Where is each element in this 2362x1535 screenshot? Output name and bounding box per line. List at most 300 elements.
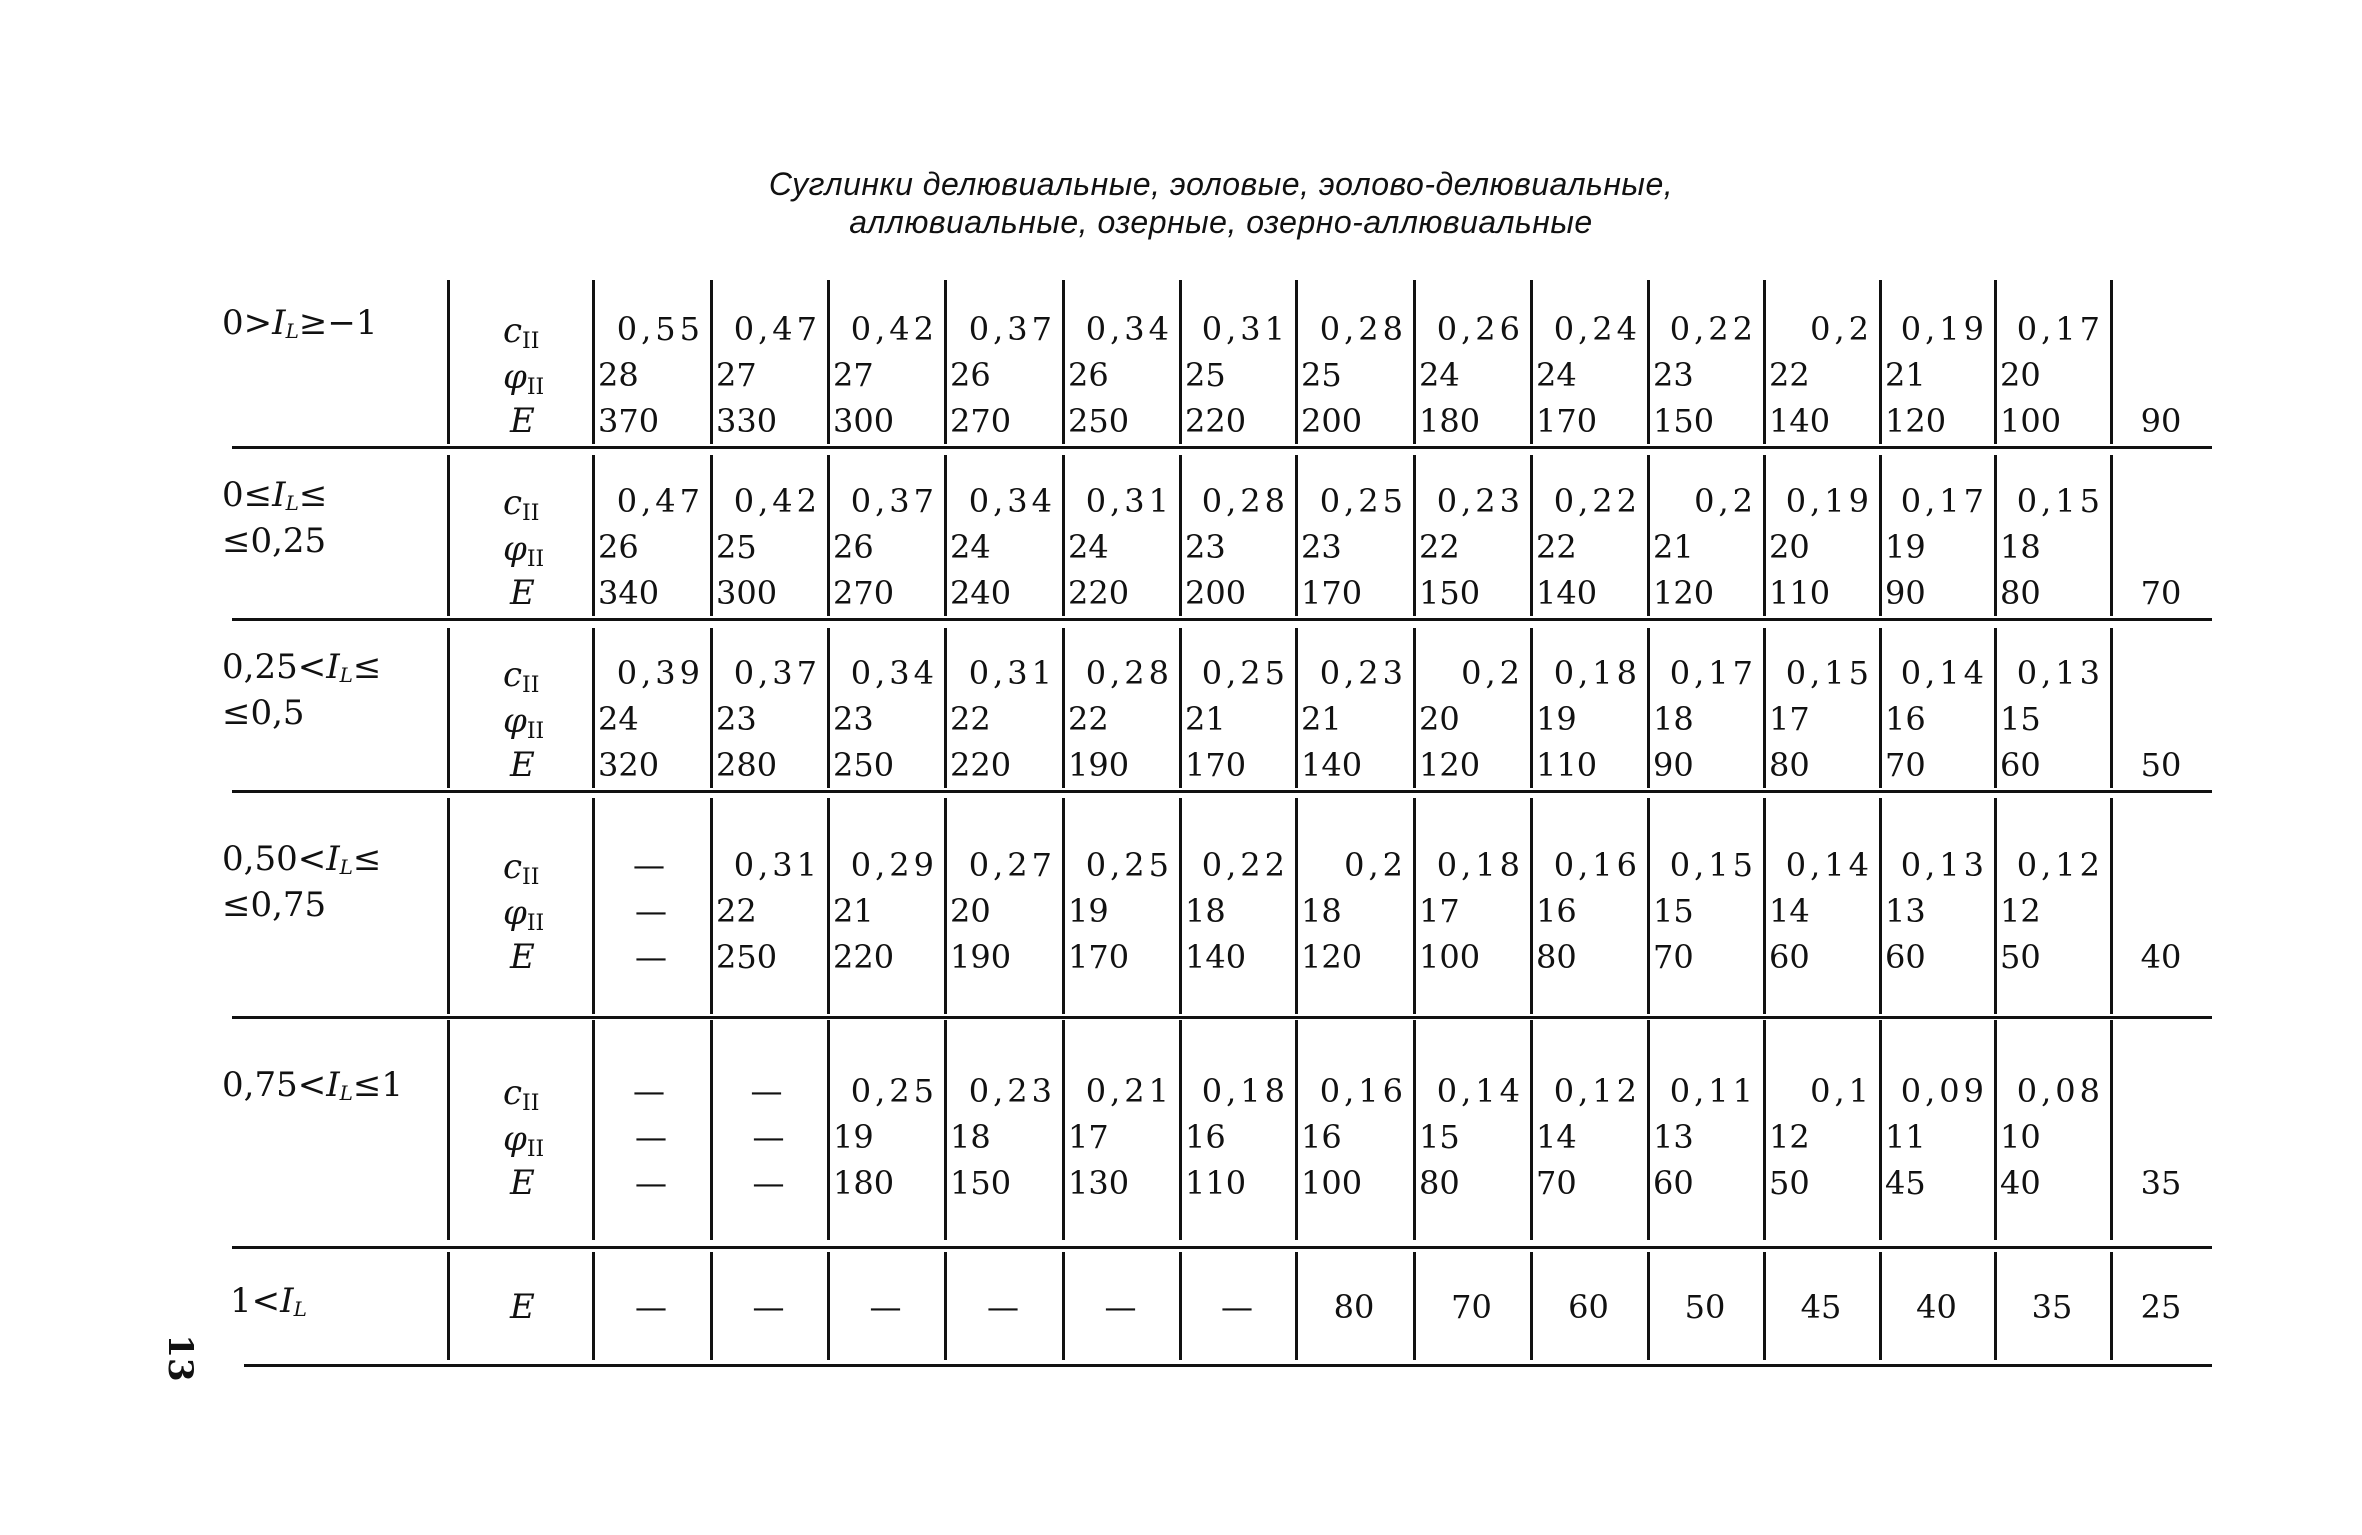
- table-cell-phi: 16: [1301, 1118, 1342, 1156]
- table-cell-c: 0,47: [733, 310, 821, 348]
- table-cell-c: 0,55: [616, 310, 704, 348]
- label-c: $c_{II}$: [503, 655, 540, 698]
- table-cell-c: 0,15: [2016, 482, 2104, 520]
- table-cell-c: 0,22: [1553, 482, 1641, 520]
- table-cell-E: 70: [2140, 574, 2182, 612]
- table-cell-phi: 24: [1419, 356, 1460, 394]
- table-cell-phi: 15: [1419, 1118, 1460, 1156]
- table-cell-phi: 14: [1769, 892, 1810, 930]
- label-c: $c_{II}$: [503, 483, 540, 526]
- table-cell-E: —: [635, 1288, 667, 1326]
- table-cell-E: 320: [598, 746, 660, 784]
- column-rule: [1062, 628, 1065, 788]
- table-cell-phi: 17: [1769, 700, 1810, 738]
- table-cell-c: 0,29: [850, 846, 938, 884]
- table-cell-c: 0,16: [1553, 846, 1641, 884]
- column-rule: [1763, 798, 1766, 1014]
- table-cell-c: 0,37: [968, 310, 1056, 348]
- table-cell-phi: 26: [1068, 356, 1109, 394]
- table-cell-E: —: [869, 1288, 902, 1326]
- table-cell-E: 80: [1769, 746, 1810, 784]
- table-cell-c: 0,13: [1900, 846, 1988, 884]
- table-cell-E: 180: [1419, 402, 1481, 440]
- table-cell-phi: 23: [1653, 356, 1694, 394]
- column-rule: [1994, 1020, 1997, 1240]
- table-cell-c: 0,2: [1344, 846, 1407, 884]
- table-cell-c: 0,37: [733, 654, 821, 692]
- column-rule: [944, 280, 947, 444]
- label-phi: $\varphi_{II}$: [503, 893, 545, 936]
- table-cell-phi: 19: [1068, 892, 1109, 930]
- table-cell-phi: —: [635, 1118, 667, 1156]
- table-cell-c: 0,19: [1900, 310, 1988, 348]
- table-cell-E: 190: [950, 938, 1012, 976]
- table-cell-c: 0,42: [733, 482, 821, 520]
- column-rule: [827, 628, 830, 788]
- table-cell-phi: 20: [2000, 356, 2041, 394]
- table-cell-c: —: [750, 1072, 787, 1110]
- table-cell-c: 0,19: [1785, 482, 1873, 520]
- table-cell-c: 0,15: [1669, 846, 1757, 884]
- table-cell-c: 0,18: [1553, 654, 1641, 692]
- label-e: E: [510, 401, 535, 441]
- table-cell-phi: 25: [1185, 356, 1226, 394]
- table-cell-E: —: [1221, 1288, 1253, 1326]
- column-rule: [447, 798, 450, 1014]
- table-cell-E: 70: [1885, 746, 1926, 784]
- table-cell-E: 340: [598, 574, 660, 612]
- table-cell-c: 0,31: [1085, 482, 1173, 520]
- table-cell-c: 0,17: [1900, 482, 1988, 520]
- table-cell-phi: 22: [716, 892, 757, 930]
- table-cell-E: 140: [1536, 574, 1598, 612]
- table-cell-phi: 18: [1653, 700, 1694, 738]
- table-cell-phi: 21: [1185, 700, 1226, 738]
- table-cell-E: 50: [1684, 1288, 1726, 1326]
- column-rule: [1179, 628, 1182, 788]
- column-rule: [1179, 1020, 1182, 1240]
- table-cell-phi: 23: [716, 700, 757, 738]
- table-cell-E: —: [1104, 1288, 1137, 1326]
- table-cell-phi: 27: [833, 356, 874, 394]
- table-cell-c: 0,12: [1553, 1072, 1641, 1110]
- table-cell-phi: 17: [1068, 1118, 1109, 1156]
- table-cell-E: 170: [1068, 938, 1130, 976]
- column-rule: [447, 628, 450, 788]
- column-rule: [2110, 1020, 2113, 1240]
- table-cell-phi: 24: [1536, 356, 1577, 394]
- table-cell-c: 0,22: [1669, 310, 1757, 348]
- column-rule: [1295, 1020, 1298, 1240]
- label-c: $c_{II}$: [503, 311, 540, 354]
- row-condition: $0,50<I_L\le$ ≤0,75: [222, 839, 382, 925]
- table-cell-E: 60: [1885, 938, 1926, 976]
- column-rule: [1179, 798, 1182, 1014]
- table-cell-E: 80: [1536, 938, 1577, 976]
- table-cell-E: 100: [1301, 1164, 1363, 1202]
- column-rule: [1647, 280, 1650, 444]
- column-rule: [710, 628, 713, 788]
- table-cell-E: —: [752, 1288, 785, 1326]
- label-e: E: [510, 937, 535, 977]
- table-cell-phi: 12: [2000, 892, 2041, 930]
- table-cell-E: 300: [716, 574, 778, 612]
- column-rule: [1763, 1020, 1766, 1240]
- column-rule: [1530, 280, 1533, 444]
- table-cell-c: 0,28: [1201, 482, 1289, 520]
- table-cell-c: 0,27: [968, 846, 1056, 884]
- table-cell-E: 70: [1451, 1288, 1492, 1326]
- table-cell-phi: 18: [2000, 528, 2041, 566]
- column-rule: [1530, 455, 1533, 616]
- table-cell-E: —: [752, 1164, 785, 1202]
- table-cell-phi: 21: [833, 892, 874, 930]
- table-cell-phi: 21: [1885, 356, 1926, 394]
- table-cell-c: 0,26: [1436, 310, 1524, 348]
- column-rule: [1530, 798, 1533, 1014]
- table-cell-E: 150: [1653, 402, 1715, 440]
- table-cell-c: 0,34: [968, 482, 1056, 520]
- table-cell-E: 250: [833, 746, 895, 784]
- table-cell-E: 120: [1653, 574, 1715, 612]
- table-cell-c: 0,37: [850, 482, 938, 520]
- table-cell-c: 0,08: [2016, 1072, 2104, 1110]
- table-cell-E: 60: [1568, 1288, 1609, 1326]
- column-rule: [944, 455, 947, 616]
- column-rule: [1295, 455, 1298, 616]
- row-rule: [232, 446, 2212, 449]
- table-cell-E: 130: [1068, 1164, 1130, 1202]
- table-cell-E: 90: [1885, 574, 1926, 612]
- label-e: E: [510, 1163, 535, 1203]
- table-cell-E: —: [635, 938, 667, 976]
- column-rule: [1295, 628, 1298, 788]
- table-cell-phi: 22: [1068, 700, 1109, 738]
- column-rule: [447, 1020, 450, 1240]
- column-rule: [1879, 455, 1882, 616]
- table-cell-phi: 10: [2000, 1118, 2041, 1156]
- column-rule: [1994, 798, 1997, 1014]
- table-cell-E: 270: [833, 574, 895, 612]
- table-cell-c: 0,17: [2016, 310, 2104, 348]
- table-cell-E: 40: [2000, 1164, 2041, 1202]
- table-cell-c: 0,42: [850, 310, 938, 348]
- table-cell-phi: 21: [1653, 528, 1694, 566]
- table-cell-E: 50: [2000, 938, 2041, 976]
- table-cell-c: 0,11: [1669, 1072, 1757, 1110]
- table-cell-E: 90: [2140, 402, 2182, 440]
- column-rule: [944, 1020, 947, 1240]
- column-rule: [447, 280, 450, 444]
- table-cell-E: 35: [2140, 1164, 2182, 1202]
- table-cell-c: 0,23: [1319, 654, 1407, 692]
- table-cell-phi: 20: [1419, 700, 1460, 738]
- row-condition: $0,25<I_L\le$ ≤0,5: [222, 647, 382, 733]
- row-rule: [232, 1016, 2212, 1019]
- table-cell-phi: 22: [1769, 356, 1810, 394]
- column-rule: [710, 455, 713, 616]
- column-rule: [1530, 1020, 1533, 1240]
- column-rule: [1763, 455, 1766, 616]
- table-cell-E: 50: [2140, 746, 2182, 784]
- table-cell-phi: 18: [1185, 892, 1226, 930]
- table-cell-c: 0,28: [1319, 310, 1407, 348]
- column-rule: [592, 628, 595, 788]
- column-rule: [1062, 280, 1065, 444]
- table-cell-E: 280: [716, 746, 778, 784]
- column-rule: [1413, 628, 1416, 788]
- table-cell-c: 0,22: [1201, 846, 1289, 884]
- table-cell-phi: 19: [833, 1118, 874, 1156]
- table-cell-phi: 26: [950, 356, 991, 394]
- table-cell-phi: 24: [950, 528, 991, 566]
- table-cell-c: 0,14: [1900, 654, 1988, 692]
- table-cell-E: 110: [1769, 574, 1831, 612]
- column-rule: [1530, 628, 1533, 788]
- column-rule: [1763, 628, 1766, 788]
- table-cell-E: 200: [1301, 402, 1363, 440]
- table-cell-phi: 18: [1301, 892, 1342, 930]
- label-phi: $\varphi_{II}$: [503, 1119, 545, 1162]
- table-cell-E: 250: [716, 938, 778, 976]
- table-cell-phi: —: [635, 892, 667, 930]
- table-cell-phi: 17: [1419, 892, 1460, 930]
- table-cell-phi: 20: [1769, 528, 1810, 566]
- table-cell-E: 270: [950, 402, 1012, 440]
- label-e: E: [510, 1287, 535, 1327]
- column-rule: [1413, 280, 1416, 444]
- table-cell-c: 0,18: [1201, 1072, 1289, 1110]
- table-cell-E: 140: [1185, 938, 1247, 976]
- table-cell-E: 120: [1419, 746, 1481, 784]
- table-cell-E: 330: [716, 402, 778, 440]
- table-cell-phi: 12: [1769, 1118, 1810, 1156]
- table-cell-c: 0,17: [1669, 654, 1757, 692]
- row-rule: [244, 1364, 2212, 1367]
- table-cell-phi: 14: [1536, 1118, 1577, 1156]
- column-rule: [1647, 798, 1650, 1014]
- table-cell-c: 0,25: [850, 1072, 938, 1110]
- column-rule: [827, 798, 830, 1014]
- table-cell-E: 70: [1653, 938, 1694, 976]
- column-rule: [1994, 280, 1997, 444]
- column-rule: [1879, 1020, 1882, 1240]
- column-rule: [1413, 1020, 1416, 1240]
- table-cell-c: 0,39: [616, 654, 704, 692]
- table-cell-phi: 19: [1536, 700, 1577, 738]
- column-rule: [1879, 280, 1882, 444]
- table-cell-E: 240: [950, 574, 1012, 612]
- label-e: E: [510, 745, 535, 785]
- column-rule: [1647, 1020, 1650, 1240]
- table-cell-c: 0,25: [1319, 482, 1407, 520]
- column-rule: [1179, 280, 1182, 444]
- table-cell-E: 370: [598, 402, 660, 440]
- column-rule: [1879, 798, 1882, 1014]
- column-rule: [827, 1020, 830, 1240]
- table-cell-c: 0,23: [968, 1072, 1056, 1110]
- table-cell-phi: 24: [598, 700, 639, 738]
- row-rule: [232, 618, 2212, 621]
- column-rule: [2110, 798, 2113, 1014]
- table-cell-c: 0,2: [1694, 482, 1757, 520]
- table-cell-E: 40: [1916, 1288, 1957, 1326]
- column-rule: [944, 798, 947, 1014]
- table-cell-c: 0,14: [1785, 846, 1873, 884]
- table-cell-E: 140: [1769, 402, 1831, 440]
- table-cell-E: 150: [950, 1164, 1012, 1202]
- table-cell-phi: 25: [1301, 356, 1342, 394]
- table-cell-phi: 26: [598, 528, 639, 566]
- table-cell-E: 100: [2000, 402, 2062, 440]
- table-cell-E: 220: [950, 746, 1012, 784]
- table-cell-c: 0,34: [1085, 310, 1173, 348]
- table-title-line-1: Суглинки делювиальные, эоловые, эолово-делювиальные,: [768, 166, 1674, 202]
- table-cell-c: 0,09: [1900, 1072, 1988, 1110]
- table-cell-phi: 27: [716, 356, 757, 394]
- table-cell-E: 180: [833, 1164, 895, 1202]
- table-cell-c: 0,2: [1810, 310, 1873, 348]
- table-cell-c: 0,16: [1319, 1072, 1407, 1110]
- table-cell-phi: 19: [1885, 528, 1926, 566]
- table-cell-E: —: [987, 1288, 1019, 1326]
- page-number: 13: [160, 1334, 200, 1382]
- table-cell-phi: 25: [716, 528, 757, 566]
- column-rule: [710, 798, 713, 1014]
- table-cell-c: 0,23: [1436, 482, 1524, 520]
- column-rule: [1994, 628, 1997, 788]
- table-cell-c: 0,24: [1553, 310, 1641, 348]
- table-cell-c: 0,18: [1436, 846, 1524, 884]
- column-rule: [592, 280, 595, 444]
- label-c: $c_{II}$: [503, 847, 540, 890]
- table-cell-E: 120: [1301, 938, 1363, 976]
- column-rule: [1179, 455, 1182, 616]
- table-cell-phi: 28: [598, 356, 639, 394]
- table-cell-E: 250: [1068, 402, 1130, 440]
- table-cell-phi: 22: [950, 700, 991, 738]
- table-cell-c: 0,15: [1785, 654, 1873, 692]
- table-cell-c: 0,28: [1085, 654, 1173, 692]
- table-cell-E: 150: [1419, 574, 1481, 612]
- table-cell-c: 0,21: [1085, 1072, 1173, 1110]
- table-cell-E: 110: [1536, 746, 1598, 784]
- row-rule: [232, 1246, 2212, 1249]
- table-cell-c: —: [633, 846, 669, 884]
- column-rule: [592, 455, 595, 616]
- column-rule: [1062, 1020, 1065, 1240]
- table-cell-c: 0,25: [1085, 846, 1173, 884]
- table-cell-phi: 23: [833, 700, 874, 738]
- table-cell-E: 220: [1068, 574, 1130, 612]
- label-e: E: [510, 573, 535, 613]
- column-rule: [447, 455, 450, 616]
- table-cell-E: 60: [1769, 938, 1810, 976]
- column-rule: [1295, 798, 1298, 1014]
- table-cell-phi: 21: [1301, 700, 1342, 738]
- table-cell-phi: 23: [1301, 528, 1342, 566]
- column-rule: [827, 455, 830, 616]
- table-cell-c: 0,12: [2016, 846, 2104, 884]
- table-cell-phi: 20: [950, 892, 991, 930]
- column-rule: [1413, 798, 1416, 1014]
- table-cell-c: 0,1: [1810, 1072, 1873, 1110]
- column-rule: [1062, 455, 1065, 616]
- table-cell-phi: 22: [1419, 528, 1460, 566]
- table-cell-phi: 16: [1536, 892, 1577, 930]
- table-cell-E: 60: [1653, 1164, 1694, 1202]
- row-condition: $0\le I_L\le$ ≤0,25: [222, 475, 328, 561]
- table-cell-E: 80: [1419, 1164, 1460, 1202]
- column-rule: [1994, 455, 1997, 616]
- table-cell-E: 170: [1301, 574, 1363, 612]
- table-cell-E: 80: [2000, 574, 2041, 612]
- table-cell-c: 0,31: [733, 846, 821, 884]
- table-cell-E: 70: [1536, 1164, 1577, 1202]
- table-cell-c: 0,47: [616, 482, 704, 520]
- table-cell-c: 0,13: [2016, 654, 2104, 692]
- table-cell-c: 0,14: [1436, 1072, 1524, 1110]
- row-condition: $1<I_L$: [230, 1281, 307, 1321]
- table-cell-E: 190: [1068, 746, 1130, 784]
- row-condition: $0,75<I_L\le 1$: [222, 1065, 404, 1105]
- column-rule: [1879, 628, 1882, 788]
- column-rule: [1295, 280, 1298, 444]
- column-rule: [1647, 628, 1650, 788]
- column-rule: [447, 1252, 450, 1360]
- table-cell-phi: 23: [1185, 528, 1226, 566]
- table-cell-phi: 16: [1185, 1118, 1226, 1156]
- label-phi: $\varphi_{II}$: [503, 701, 545, 744]
- table-cell-E: 100: [1419, 938, 1481, 976]
- table-cell-E: 120: [1885, 402, 1947, 440]
- column-rule: [1062, 798, 1065, 1014]
- label-phi: $\varphi_{II}$: [503, 529, 545, 572]
- table-cell-phi: 24: [1068, 528, 1109, 566]
- table-cell-E: 200: [1185, 574, 1247, 612]
- table-cell-E: 90: [1653, 746, 1694, 784]
- table-cell-E: 80: [1333, 1288, 1375, 1326]
- row-rule: [232, 790, 2212, 793]
- table-cell-phi: 16: [1885, 700, 1926, 738]
- column-rule: [1647, 455, 1650, 616]
- row-condition: $0>I_L\ge-1$: [222, 303, 378, 343]
- table-cell-E: 140: [1301, 746, 1363, 784]
- column-rule: [944, 628, 947, 788]
- table-cell-phi: 26: [833, 528, 874, 566]
- table-cell-phi: —: [752, 1118, 785, 1156]
- table-cell-phi: 11: [1885, 1118, 1926, 1156]
- table-cell-c: 0,2: [1461, 654, 1524, 692]
- table-cell-c: —: [633, 1072, 669, 1110]
- table-cell-E: 110: [1185, 1164, 1247, 1202]
- label-phi: $\varphi_{II}$: [503, 357, 545, 400]
- table-cell-E: 25: [2140, 1288, 2182, 1326]
- table-cell-c: 0,31: [1201, 310, 1289, 348]
- table-cell-E: 45: [1800, 1288, 1842, 1326]
- table-cell-E: 40: [2140, 938, 2182, 976]
- table-cell-phi: 13: [1653, 1118, 1694, 1156]
- table-cell-phi: 22: [1536, 528, 1577, 566]
- table-cell-E: —: [635, 1164, 667, 1202]
- table-cell-E: 220: [1185, 402, 1247, 440]
- table-cell-phi: 18: [950, 1118, 991, 1156]
- column-rule: [1763, 280, 1766, 444]
- column-rule: [827, 280, 830, 444]
- column-rule: [1413, 455, 1416, 616]
- table-cell-E: 170: [1536, 402, 1598, 440]
- table-cell-E: 50: [1769, 1164, 1810, 1202]
